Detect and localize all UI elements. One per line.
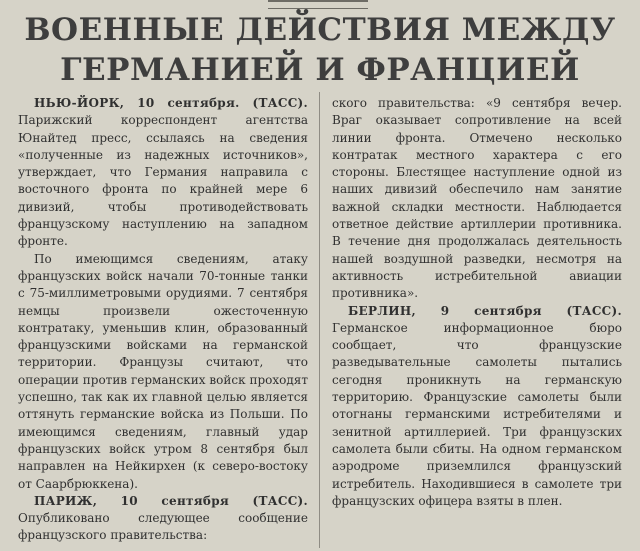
paragraph-paris-text: Опубликовано следующее сообщение французского правительства: [18, 511, 308, 543]
article-column-right [332, 95, 622, 547]
headline-line-1: ВОЕННЫЕ ДЕЙСТВИЯ МЕЖДУ [24, 12, 616, 48]
paragraph-new-york [18, 95, 308, 251]
top-rule [268, 0, 368, 9]
dateline-berlin: БЕРЛИН, 9 сентября (ТАСС). [348, 303, 622, 318]
paragraph-paris [18, 493, 308, 545]
paragraph-tanks: По имеющимся сведениям, атаку французских войск начали 70-тонные танки с 75-миллиметровыми орудиями. 7 сентября немцы произвели ожесточенную контратаку, уменьшив клин, образованный французскими войсками на германской территории. Французы считают, что операции против германских войск проходят успешно, так как их главной целью является оттянуть германские войска из Польши. По имеющимся сведениям, главный удар французских войск утром 8 сентября был направлен на Нейкирхен (к северо-востоку от Саарбрюккена). [18, 251, 308, 491]
headline-line-2: ГЕРМАНИЕЙ И ФРАНЦИЕЙ [60, 52, 580, 88]
paragraph-berlin [332, 303, 622, 511]
dateline-paris: ПАРИЖ, 10 сентября (ТАСС). [34, 493, 308, 508]
paragraph-new-york-text: Парижский корреспондент агентства Юнайтед пресс, ссылаясь на сведения «полученные из надежных источников», утверждает, что Германия направила с восточного фронта по крайней мере 6 дивизий, чтобы противодействовать французскому наступлению на западном фронте. [18, 113, 308, 249]
paragraph-communique: ского правительства: «9 сентября вечер. Враг оказывает сопротивление на всей линии фронта. Отмечено несколько контратак местного характера с его стороны. Блестящее наступление одной из наших дивизий обеспечило нам занятие важной складки местности. Наблюдается ответное действие артиллерии противника. В течение дня продолжалась деятельность нашей воздушной разведки, несмотря на активность истребительной авиации противника». [332, 96, 622, 301]
headline [20, 10, 620, 90]
dateline-new-york: НЬЮ-ЙОРК, 10 сентября. (ТАСС). [34, 96, 308, 110]
article-column-left [18, 95, 308, 547]
paragraph-berlin-text: Германское информационное бюро сообщает, что французские разведывательные самолеты пытались сегодня проникнуть на германскую территорию. Французские самолеты были отогнаны германскими истребителями и зенитной артиллерией. Три французских самолета были сбиты. На одном германском аэродроме приземлился французский истребитель. Находившиеся в самолете три французских офицера взяты в плен. [332, 320, 622, 508]
column-divider [319, 92, 320, 548]
